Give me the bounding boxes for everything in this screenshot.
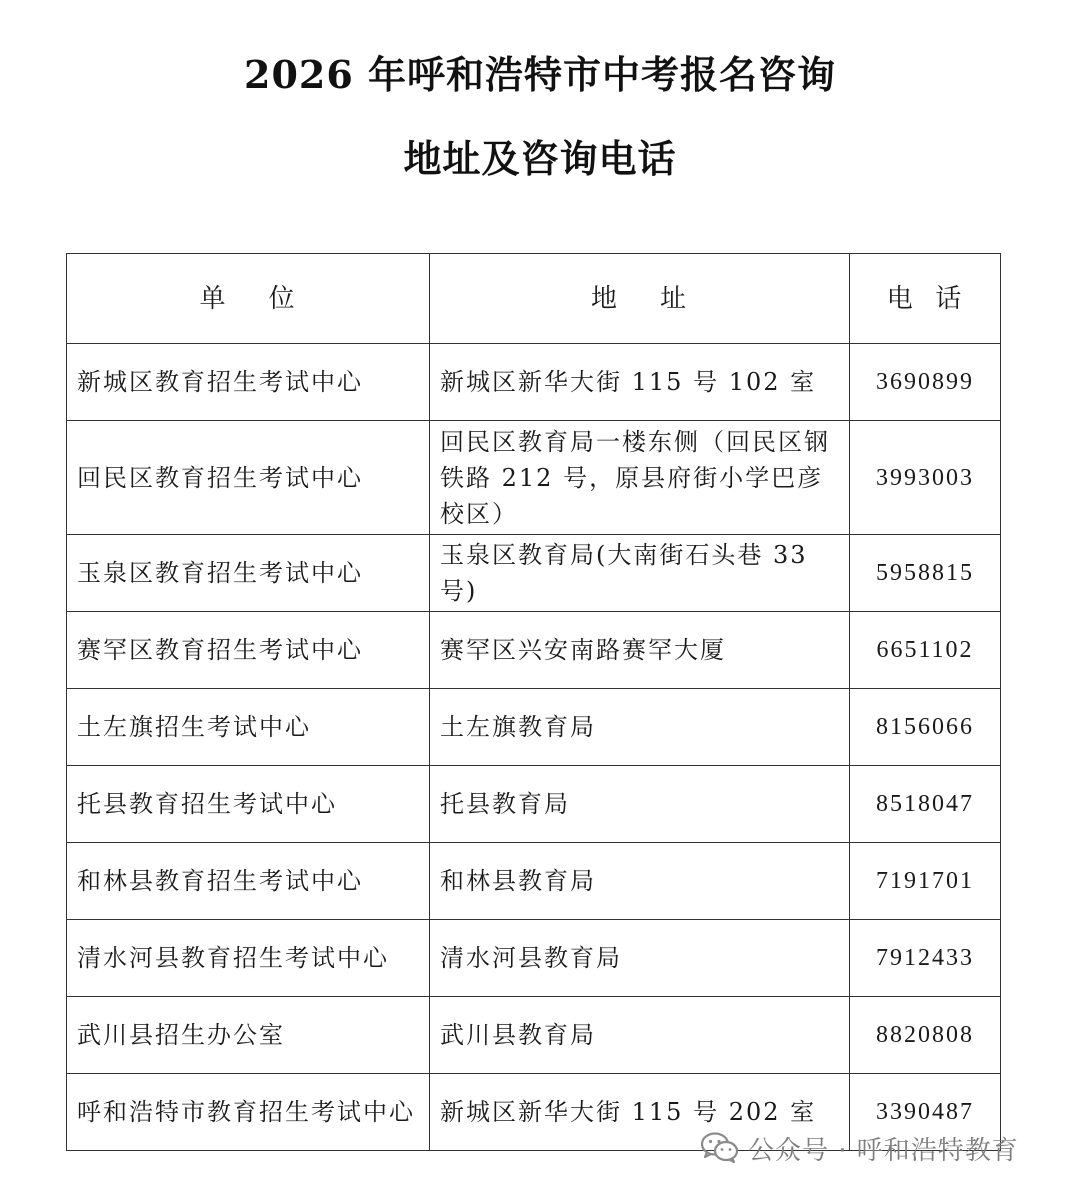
phone-cell: 8820808 [850,997,1001,1074]
table-row [67,612,1001,689]
table-row [67,920,1001,997]
table-row [67,689,1001,766]
table-row [67,766,1001,843]
address-cell: 武川县教育局 [430,997,850,1074]
phone-cell: 3390487 [850,1074,1001,1151]
table-row [67,421,1001,535]
address-cell: 新城区新华大街 115 号 102 室 [430,344,850,421]
table-header-row [67,254,1001,344]
phone-cell: 5958815 [850,535,1001,612]
page-title-line1: 2026 年呼和浩特市中考报名咨询 [244,52,836,97]
table-row [67,997,1001,1074]
header-address: 地 址 [430,254,850,344]
unit-cell: 清水河县教育招生考试中心 [67,920,430,997]
address-cell: 清水河县教育局 [430,920,850,997]
address-cell: 回民区教育局一楼东侧（回民区钢铁路 212 号，原县府街小学巴彦校区） [430,421,850,535]
contact-table [66,253,1001,1151]
address-cell: 托县教育局 [430,766,850,843]
table-row [67,843,1001,920]
unit-cell: 回民区教育招生考试中心 [67,421,430,535]
unit-cell: 赛罕区教育招生考试中心 [67,612,430,689]
address-cell: 土左旗教育局 [430,689,850,766]
phone-cell: 3690899 [850,344,1001,421]
unit-cell: 武川县招生办公室 [67,997,430,1074]
unit-cell: 托县教育招生考试中心 [67,766,430,843]
address-cell: 新城区新华大街 115 号 202 室 [430,1074,850,1151]
phone-cell: 7912433 [850,920,1001,997]
header-unit: 单 位 [67,254,430,344]
phone-cell: 7191701 [850,843,1001,920]
phone-cell: 8156066 [850,689,1001,766]
unit-cell: 玉泉区教育招生考试中心 [67,535,430,612]
address-cell: 和林县教育局 [430,843,850,920]
phone-cell: 6651102 [850,612,1001,689]
table-row [67,535,1001,612]
wechat-watermark [700,1128,1019,1168]
table-row [67,344,1001,421]
address-cell: 玉泉区教育局(大南街石头巷 33 号) [430,535,850,612]
page-title-line2: 地址及咨询电话 [403,136,677,181]
address-cell: 赛罕区兴安南路赛罕大厦 [430,612,850,689]
watermark-text: 公众号 · 呼和浩特教育 [748,1135,1019,1166]
unit-cell: 新城区教育招生考试中心 [67,344,430,421]
unit-cell: 和林县教育招生考试中心 [67,843,430,920]
header-phone: 电 话 [850,254,1001,344]
phone-cell: 3993003 [850,421,1001,535]
phone-cell: 8518047 [850,766,1001,843]
unit-cell: 呼和浩特市教育招生考试中心 [67,1074,430,1151]
unit-cell: 土左旗招生考试中心 [67,689,430,766]
wechat-icon [700,1131,740,1165]
